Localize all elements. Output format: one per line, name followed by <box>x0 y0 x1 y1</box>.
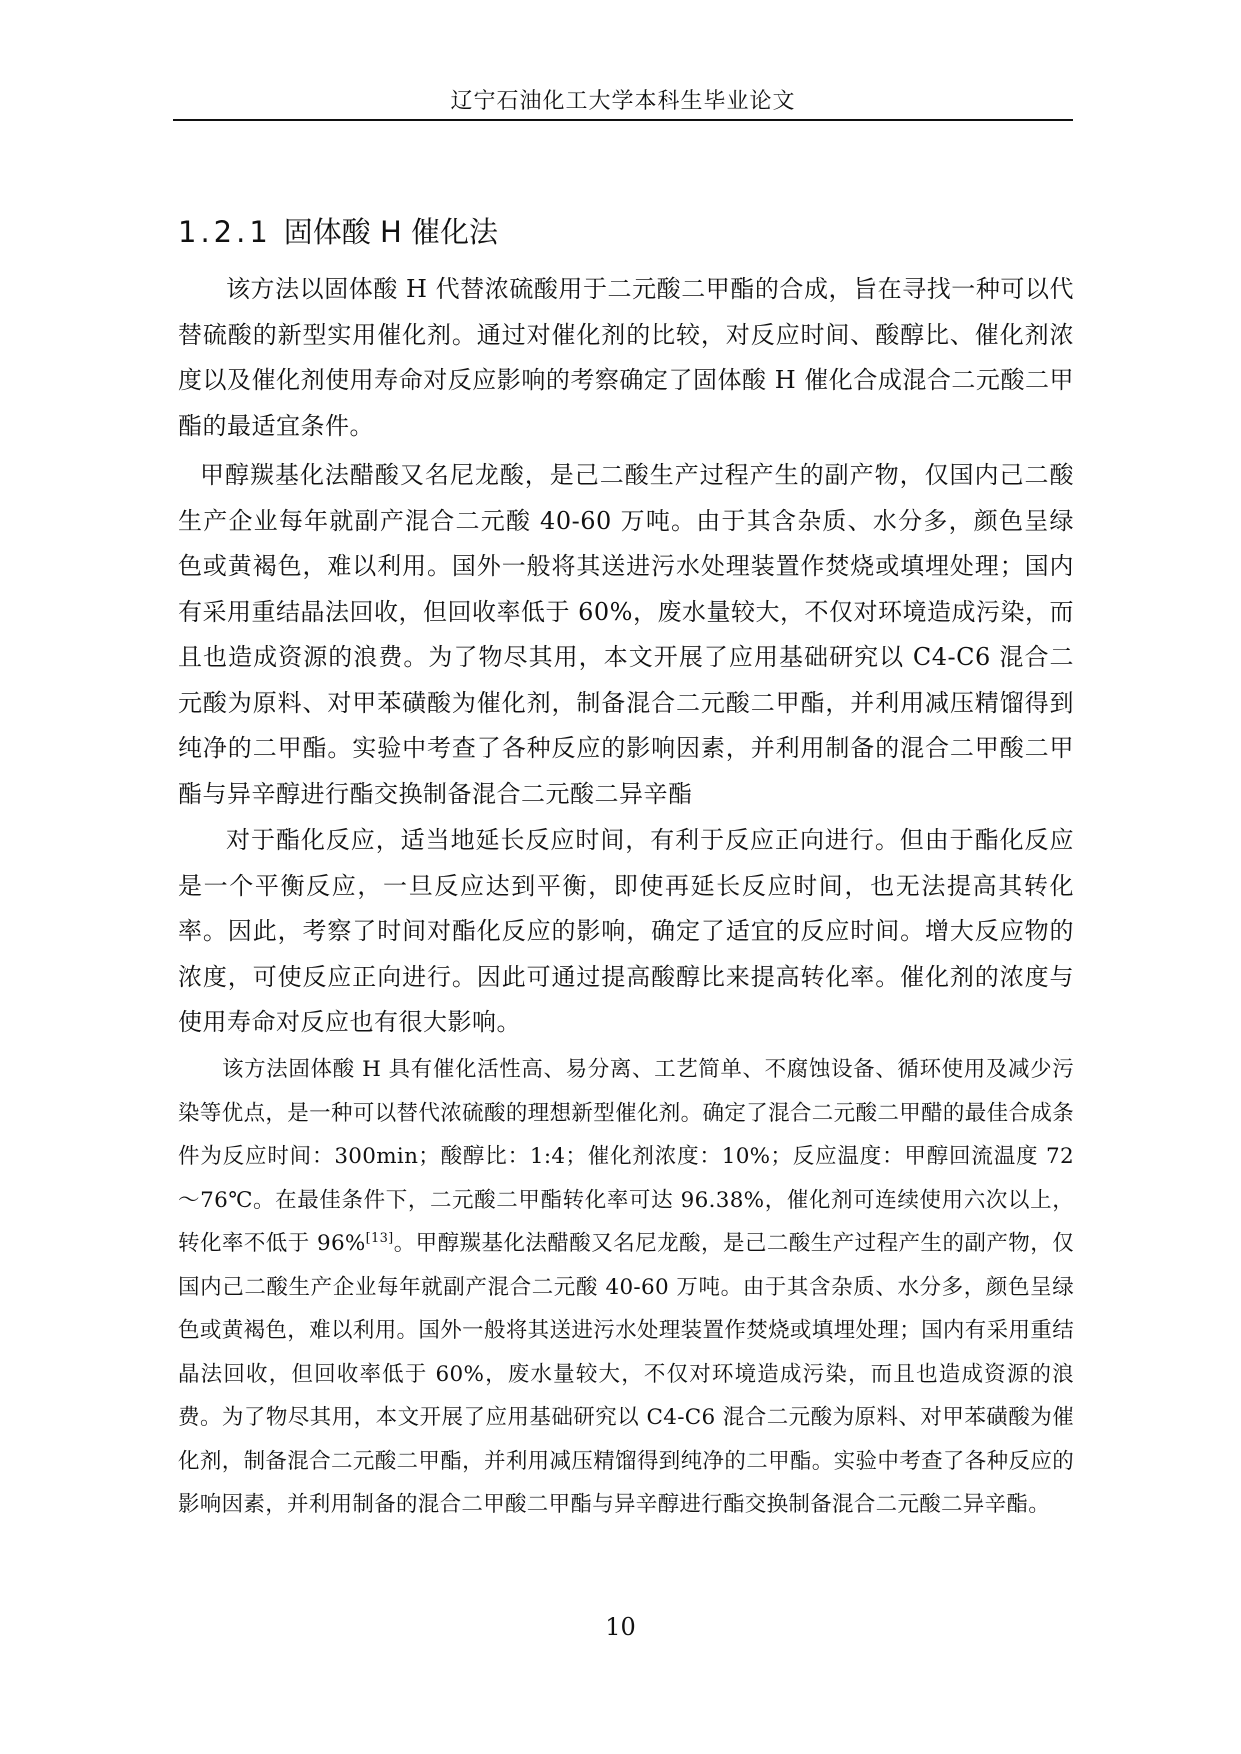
header-rule <box>173 119 1073 121</box>
paragraph-2: 甲醇羰基化法醋酸又名尼龙酸，是己二酸生产过程产生的副产物，仅国内己二酸生产企业每年就副产混合二元酸 40-60 万吨。由于其含杂质、水分多，颜色呈绿色或黄褐色，难以利用。国外一般将其送进污水处理装置作焚烧或填埋处理；国内有采用重结晶法回收，但回收率低于 60%，废水量较大，不仅对环境造成污染，而且也造成资源的浪费。为了物尽其用，本文开展了应用基础研究以 C4-C6 混合二元酸为原料、对甲苯磺酸为催化剂，制备混合二元酸二甲酯，并利用减压精馏得到纯净的二甲酯。实验中考查了各种反应的影响因素，并利用制备的混合二甲酸二甲酯与异辛醇进行酯交换制备混合二元酸二异辛酯 <box>178 461 1074 808</box>
paragraph-1: 该方法以固体酸 H 代替浓硫酸用于二元酸二甲酯的合成，旨在寻找一种可以代替硫酸的新型实用催化剂。通过对催化剂的比较，对反应时间、酸醇比、催化剂浓度以及催化剂使用寿命对反应影响的考察确定了固体酸 H 催化合成混合二元酸二甲酯的最适宜条件。 <box>178 275 1074 440</box>
paragraph-4 <box>178 1048 1074 1527</box>
paragraph-4-part-2: 。甲醇羰基化法醋酸又名尼龙酸，是己二酸生产过程产生的副产物，仅国内己二酸生产企业每年就副产混合二元酸 40-60 万吨。由于其含杂质、水分多，颜色呈绿色或黄褐色，难以利用。国外一般将其送进污水处理装置作焚烧或填埋处理；国内有采用重结晶法回收，但回收率低于 60%，废水量较大，不仅对环境造成污染，而且也造成资源的浪费。为了物尽其用，本文开展了应用基础研究以 C4-C6 混合二元酸为原料、对甲苯磺酸为催化剂，制备混合二元酸二甲酯，并利用减压精馏得到纯净的二甲酯。实验中考查了各种反应的影响因素，并利用制备的混合二甲酸二甲酯与异辛醇进行酯交换制备混合二元酸二异辛酯。 <box>178 1231 1074 1517</box>
section-title: 固体酸 H 催化法 <box>283 215 499 249</box>
page-number: 10 <box>605 1613 636 1641</box>
paragraph-4-part-1: 该方法固体酸 H 具有催化活性高、易分离、工艺简单、不腐蚀设备、循环使用及减少污染等优点，是一种可以替代浓硫酸的理想新型催化剂。确定了混合二元酸二甲醋的最佳合成条件为反应时间：300min；酸醇比：1:4；催化剂浓度：10%；反应温度：甲醇回流温度 72～76℃。在最佳条件下，二元酸二甲酯转化率可达 96.38%，催化剂可连续使用六次以上，转化率不低于 96% <box>178 1057 1074 1256</box>
paragraph-3: 对于酯化反应，适当地延长反应时间，有利于反应正向进行。但由于酯化反应是一个平衡反应，一旦反应达到平衡，即使再延长反应时间，也无法提高其转化率。因此，考察了时间对酯化反应的影响，确定了适宜的反应时间。增大反应物的浓度，可使反应正向进行。因此可通过提高酸醇比来提高转化率。催化剂的浓度与使用寿命对反应也有很大影响。 <box>178 826 1074 1036</box>
section-number: 1.2.1 <box>178 215 272 249</box>
running-header: 辽宁石油化工大学本科生毕业论文 <box>450 89 796 114</box>
section-heading <box>178 210 498 251</box>
citation-marker[interactable]: [13] <box>365 1230 394 1246</box>
